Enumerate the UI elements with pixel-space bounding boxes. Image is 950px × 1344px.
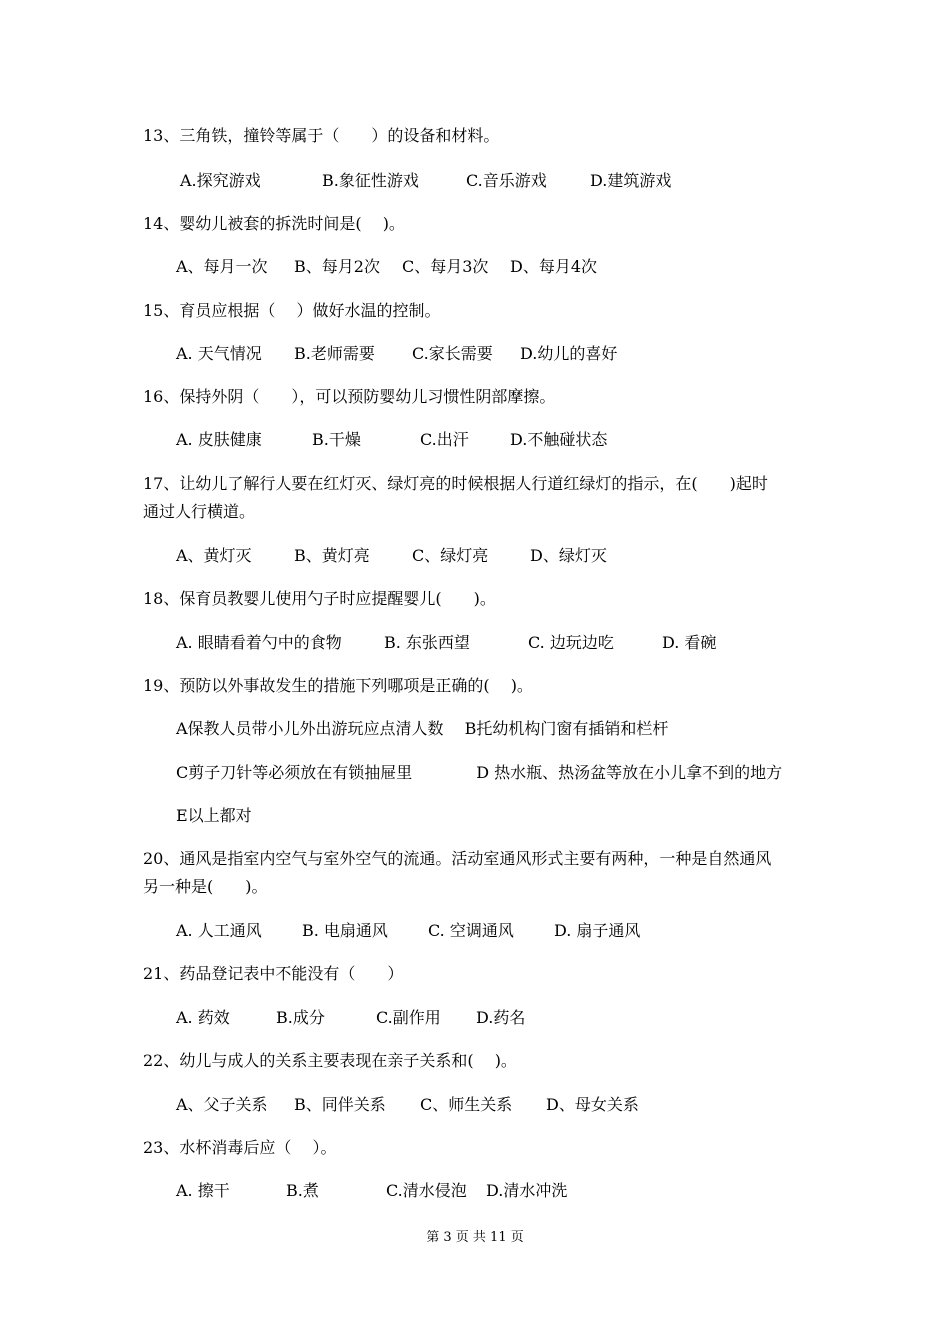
- option-d: D.清水冲洗: [486, 1181, 568, 1200]
- question-20-text-line-1: 20、通风是指室内空气与室外空气的流通。活动室通风形式主要有两种，一种是自然通风: [143, 849, 772, 868]
- option-d: D.建筑游戏: [590, 171, 672, 190]
- question-20-text-line-2: 另一种是( )。: [143, 877, 268, 896]
- question-22-text: 22、幼儿与成人的关系主要表现在亲子关系和( )。: [143, 1051, 517, 1070]
- option-c: C.家长需要: [412, 344, 493, 363]
- page-footer: 第 3 页 共 11 页: [426, 1230, 524, 1245]
- option-c: C、绿灯亮: [412, 546, 489, 565]
- option-a: A. 天气情况: [176, 344, 262, 363]
- option-d: D.幼儿的喜好: [520, 344, 618, 363]
- option-c: C、每月3次: [402, 257, 489, 276]
- option-d: D. 看碗: [662, 633, 717, 652]
- option-a: A. 人工通风: [176, 921, 262, 940]
- option-b: B.老师需要: [294, 344, 375, 363]
- option-c: C.清水侵泡: [386, 1181, 467, 1200]
- option-c: C、师生关系: [420, 1095, 513, 1114]
- option-b: B、每月2次: [294, 257, 380, 276]
- option-d: D、绿灯灭: [530, 546, 607, 565]
- option-a: A. 皮肤健康: [176, 430, 262, 449]
- question-19-option-line-2: C剪子刀针等必须放在有锁抽屉里 D 热水瓶、热汤盆等放在小儿拿不到的地方: [176, 763, 783, 782]
- question-18-text: 18、保育员教婴儿使用勺子时应提醒婴儿( )。: [143, 589, 496, 608]
- option-d: D、每月4次: [510, 257, 598, 276]
- option-a: A、黄灯灭: [176, 546, 252, 565]
- option-a: A.探究游戏: [180, 171, 261, 190]
- question-17-text-line-1: 17、让幼儿了解行人要在红灯灭、绿灯亮的时候根据人行道红绿灯的指示，在( )起时: [143, 474, 768, 493]
- option-d: D.不触碰状态: [510, 430, 608, 449]
- option-c: C.出汗: [420, 430, 469, 449]
- option-a: A. 眼睛看着勺中的食物: [176, 633, 342, 652]
- option-b: B.象征性游戏: [322, 171, 419, 190]
- question-14-text: 14、婴幼儿被套的拆洗时间是( )。: [143, 214, 405, 233]
- option-c: C. 空调通风: [428, 921, 514, 940]
- option-b: B.干燥: [312, 430, 361, 449]
- option-a: A. 药效: [176, 1008, 230, 1027]
- option-b: B.煮: [286, 1181, 319, 1200]
- question-15-text: 15、育员应根据（ ）做好水温的控制。: [143, 301, 441, 320]
- option-b: B. 东张西望: [384, 633, 470, 652]
- option-b: B. 电扇通风: [302, 921, 388, 940]
- option-a: A、每月一次: [176, 257, 268, 276]
- option-d: D. 扇子通风: [554, 921, 641, 940]
- option-a: A、父子关系: [176, 1095, 268, 1114]
- question-21-text: 21、药品登记表中不能没有（ ）: [143, 964, 404, 983]
- question-17-text-line-2: 通过人行横道。: [143, 502, 256, 521]
- option-d: D、母女关系: [546, 1095, 639, 1114]
- option-b: B.成分: [276, 1008, 325, 1027]
- option-c: C.音乐游戏: [466, 171, 547, 190]
- option-a: A. 擦干: [176, 1181, 230, 1200]
- option-b: B、黄灯亮: [294, 546, 370, 565]
- option-d: D.药名: [476, 1008, 526, 1027]
- option-b: B、同伴关系: [294, 1095, 386, 1114]
- question-19-option-line-3: E以上都对: [176, 806, 252, 825]
- question-19-text: 19、预防以外事故发生的措施下列哪项是正确的( )。: [143, 676, 533, 695]
- question-13-text: 13、三角铁，撞铃等属于（ ）的设备和材料。: [143, 126, 500, 145]
- question-23-text: 23、水杯消毒后应（ ）。: [143, 1138, 337, 1157]
- question-19-option-line-1: A保教人员带小儿外出游玩应点清人数 B托幼机构门窗有插销和栏杆: [176, 719, 669, 738]
- question-16-text: 16、保持外阴（ ），可以预防婴幼儿习惯性阴部摩擦。: [143, 387, 556, 406]
- option-c: C.副作用: [376, 1008, 441, 1027]
- option-c: C. 边玩边吃: [528, 633, 614, 652]
